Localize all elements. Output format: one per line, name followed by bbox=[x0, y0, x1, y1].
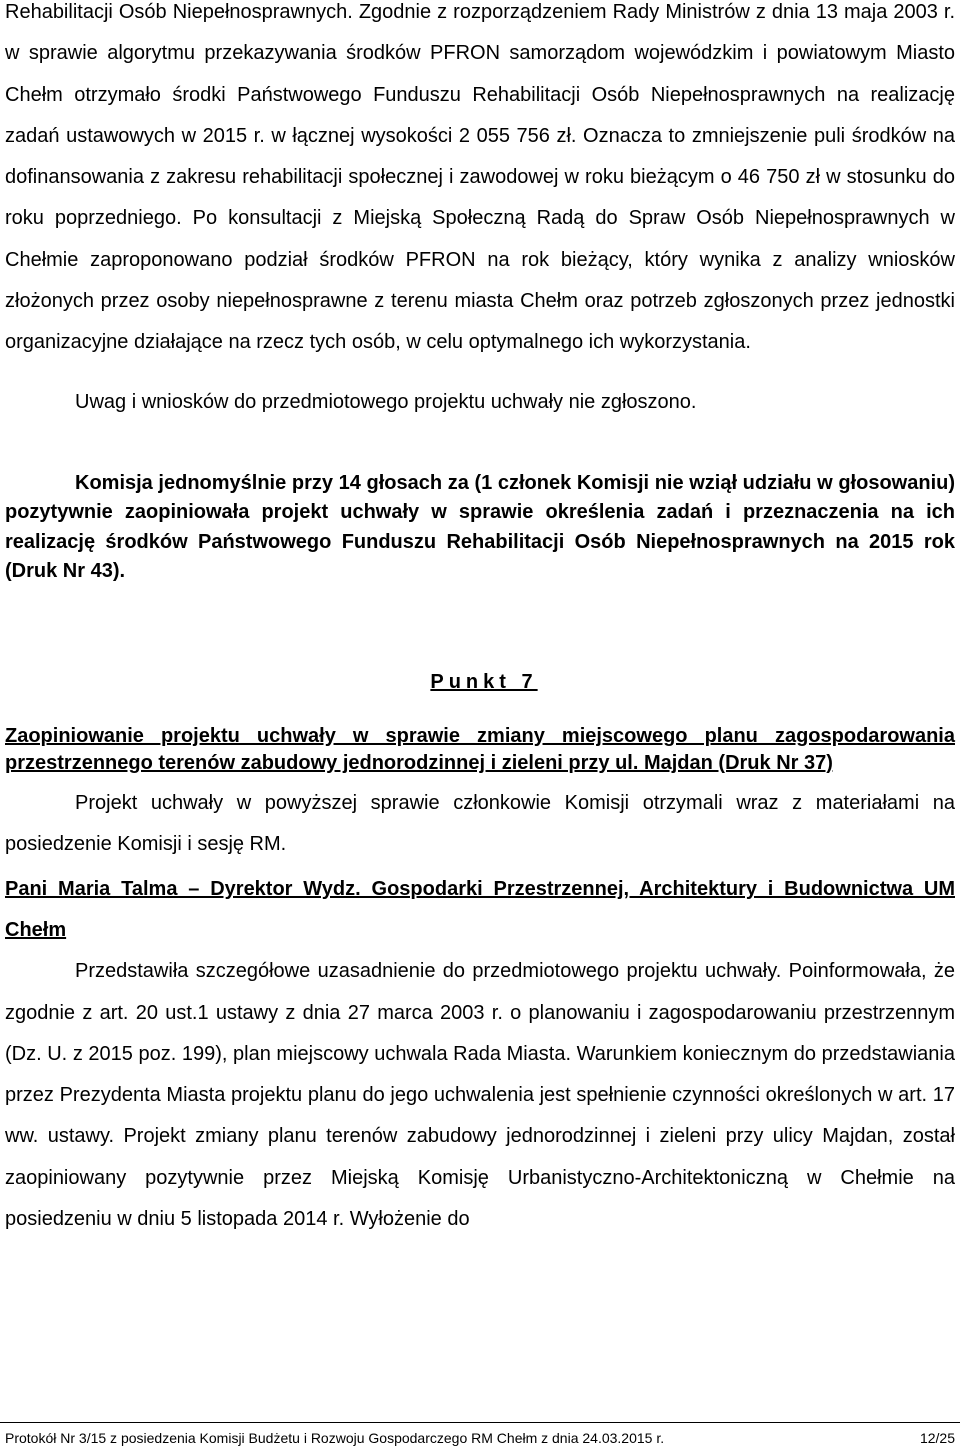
agenda-item-heading: Punkt 7 bbox=[430, 670, 538, 693]
document-page bbox=[5, 0, 955, 1240]
speaker-statement-paragraph: Przedstawiła szczegółowe uzasadnienie do przedmiotowego projektu uchwały. Poinformowała, że zgodnie z art. 20 ust.1 ustawy z dnia 27 marca 2003 r. o planowaniu i zagospodarowaniu przestrzennym (Dz. U. z 2015 poz. 199), plan miejscowy uchwala Rada Miasta. Warunkiem koniecznym do przedstawiania przez Prezydenta Miasta projektu planu do jego uchwalenia jest spełnienie czynności określonych w art. 17 ww. ustawy. Projekt zmiany planu terenów zabudowy jednorodzinnej i zieleni przy ulicy Majdan, został zaopiniowany pozytywnie przez Miejską Komisję Urbanistyczno-Architektoniczną w Chełmie na posiedzeniu w dniu 5 listopada 2014 r. Wyłożenie do bbox=[5, 960, 955, 1231]
page-footer bbox=[0, 1422, 960, 1446]
no-remarks-paragraph: Uwag i wniosków do przedmiotowego projektu uchwały nie zgłoszono. bbox=[75, 390, 697, 413]
footer-page-number: 12/25 bbox=[919, 1430, 955, 1446]
agenda-item-title: Zaopiniowanie projektu uchwały w sprawie zmiany miejscowego planu zagospodarowania przestrzennego terenów zabudowy jednorodzinnej i zieleni przy ul. Majdan (Druk Nr 37) bbox=[5, 724, 955, 774]
body-paragraph-pfron: Rehabilitacji Osób Niepełnosprawnych. Zgodnie z rozporządzeniem Rady Ministrów z dnia 13 maja 2003 r. w sprawie algorytmu przekazywania środków PFRON samorządom wojewódzkim i powiatowym Miasto Chełm otrzymało środki Państwowego Funduszu Rehabilitacji Osób Niepełnosprawnych na realizację zadań ustawowych w 2015 r. w łącznej wysokości 2 055 756 zł. Oznacza to zmniejszenie puli środków na dofinansowania z zakresu rehabilitacji społecznej i zawodowej w roku bieżącym o 46 750 zł w stosunku do roku poprzedniego. Po konsultacji z Miejską Społeczną Radą do Spraw Osób Niepełnosprawnych w Chełmie zaproponowano podział środków PFRON na rok bieżący, który wynika z analizy wniosków złożonych przez osoby niepełnosprawne z terenu miasta Chełm oraz potrzeb zgłoszonych przez jednostki organizacyjne działające na rzecz tych osób, w celu optymalnego ich wykorzystania. bbox=[5, 1, 955, 354]
speaker-heading: Pani Maria Talma – Dyrektor Wydz. Gospodarki Przestrzennej, Architektury i Budownictwa UM Chełm bbox=[5, 878, 955, 942]
project-note-paragraph: Projekt uchwały w powyższej sprawie członkowie Komisji otrzymali wraz z materiałami na posiedzenie Komisji i sesję RM. bbox=[5, 791, 955, 855]
footer-protocol-text: Protokół Nr 3/15 z posiedzenia Komisji Budżetu i Rozwoju Gospodarczego RM Chełm z dnia 24.03.2015 r. bbox=[5, 1430, 665, 1446]
commission-resolution: Komisja jednomyślnie przy 14 głosach za (1 członek Komisji nie wziął udziału w głosowaniu) pozytywnie zaopiniowała projekt uchwały w sprawie określenia zadań i przeznaczenia na ich realizację środków Państwowego Funduszu Rehabilitacji Osób Niepełnosprawnych na 2015 rok (Druk Nr 43). bbox=[5, 471, 955, 583]
